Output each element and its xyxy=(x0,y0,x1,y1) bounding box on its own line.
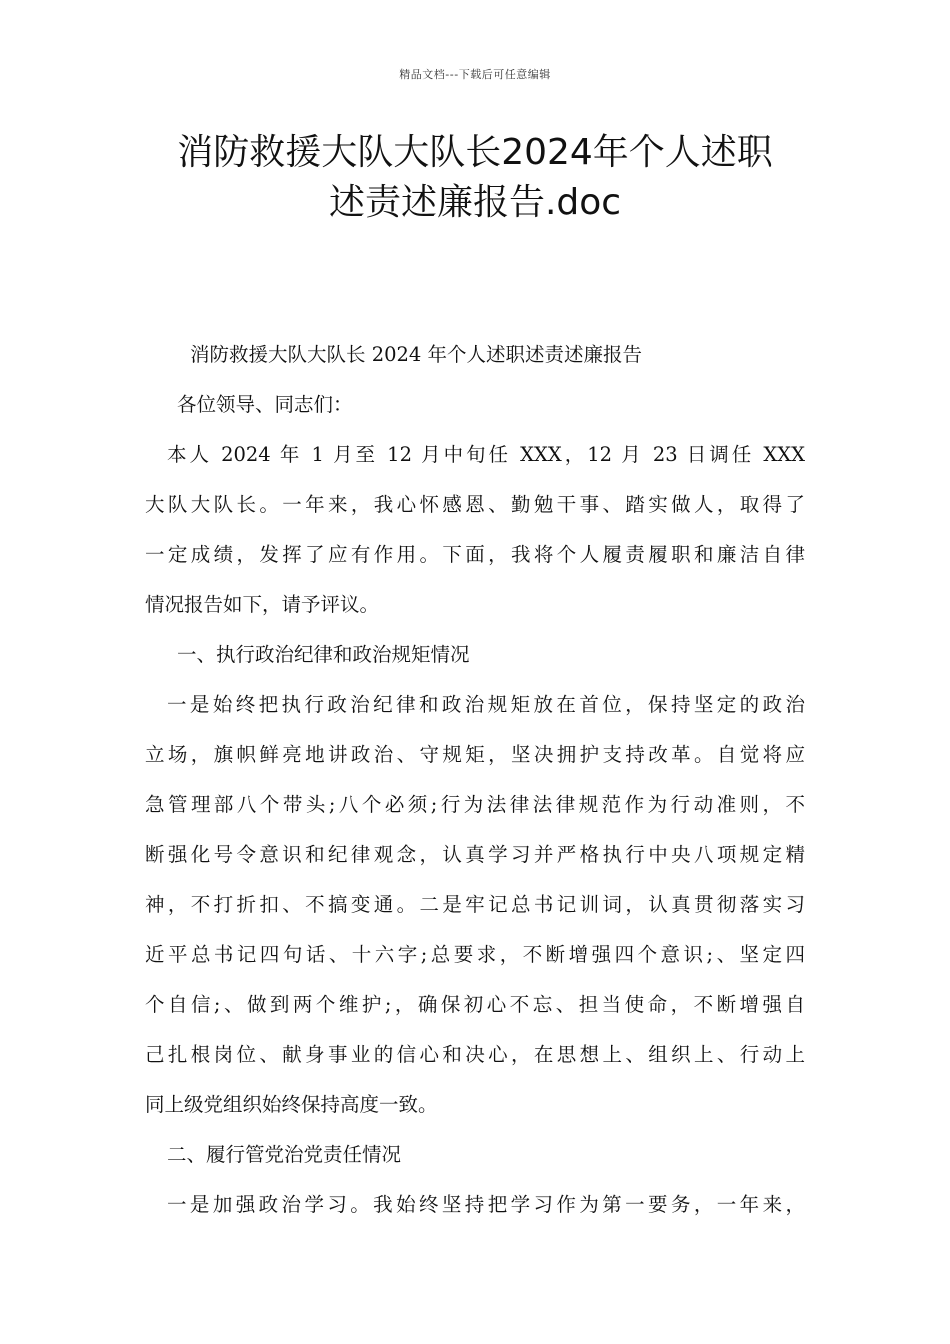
paragraph-political-discipline xyxy=(145,680,805,1130)
paragraph-line: 断强化号令意识和纪律观念，认真学习并严格执行中央八项规定精 xyxy=(145,843,805,866)
paragraph-line: 一定成绩，发挥了应有作用。下面，我将个人履责履职和廉洁自律 xyxy=(145,543,805,566)
section-heading-2: 二、履行管党治党责任情况 xyxy=(167,1143,402,1166)
paragraph-line: 一是加强政治学习。我始终坚持把学习作为第一要务，一年来， xyxy=(167,1193,805,1216)
paragraph-line: 神，不打折扣、不搞变通。二是牢记总书记训词，认真贯彻落实习 xyxy=(145,893,805,916)
section-heading-1: 一、执行政治纪律和政治规矩情况 xyxy=(177,643,470,666)
paragraph-line: 一是始终把执行政治纪律和政治规矩放在首位，保持坚定的政治 xyxy=(167,693,805,716)
paragraph-party-management xyxy=(145,1180,805,1230)
paragraph-line: 本人 2024 年 1 月至 12 月中旬任 XXX，12 月 23 日调任 XXX xyxy=(167,443,805,466)
greeting: 各位领导、同志们： xyxy=(177,393,353,416)
title-line-1: 消防救援大队大队长2024年个人述职 xyxy=(177,132,773,173)
title-line-2: 述责述廉报告.doc xyxy=(328,182,622,223)
paragraph-line: 大队大队长。一年来，我心怀感恩、勤勉干事、踏实做人，取得了 xyxy=(145,493,805,516)
paragraph-line: 同上级党组织始终保持高度一致。 xyxy=(145,1093,438,1116)
paragraph-line: 己扎根岗位、献身事业的信心和决心，在思想上、组织上、行动上 xyxy=(145,1043,805,1066)
paragraph-line: 个自信;、做到两个维护;，确保初心不忘、担当使命，不断增强自 xyxy=(145,993,805,1016)
paragraph-intro xyxy=(145,430,805,630)
paragraph-line: 急管理部八个带头;八个必须;行为法律法律规范作为行动准则，不 xyxy=(145,793,805,816)
report-subtitle: 消防救援大队大队长 2024 年个人述职述责述廉报告 xyxy=(190,343,643,366)
document-body xyxy=(145,330,805,1230)
paragraph-line: 立场，旗帜鲜亮地讲政治、守规矩，坚决拥护支持改革。自觉将应 xyxy=(145,743,805,766)
page-header: 精品文档---下载后可任意编辑 xyxy=(399,68,551,81)
document-title xyxy=(60,128,890,228)
paragraph-line: 近平总书记四句话、十六字;总要求，不断增强四个意识;、坚定四 xyxy=(145,943,805,966)
paragraph-line: 情况报告如下，请予评议。 xyxy=(145,593,380,616)
